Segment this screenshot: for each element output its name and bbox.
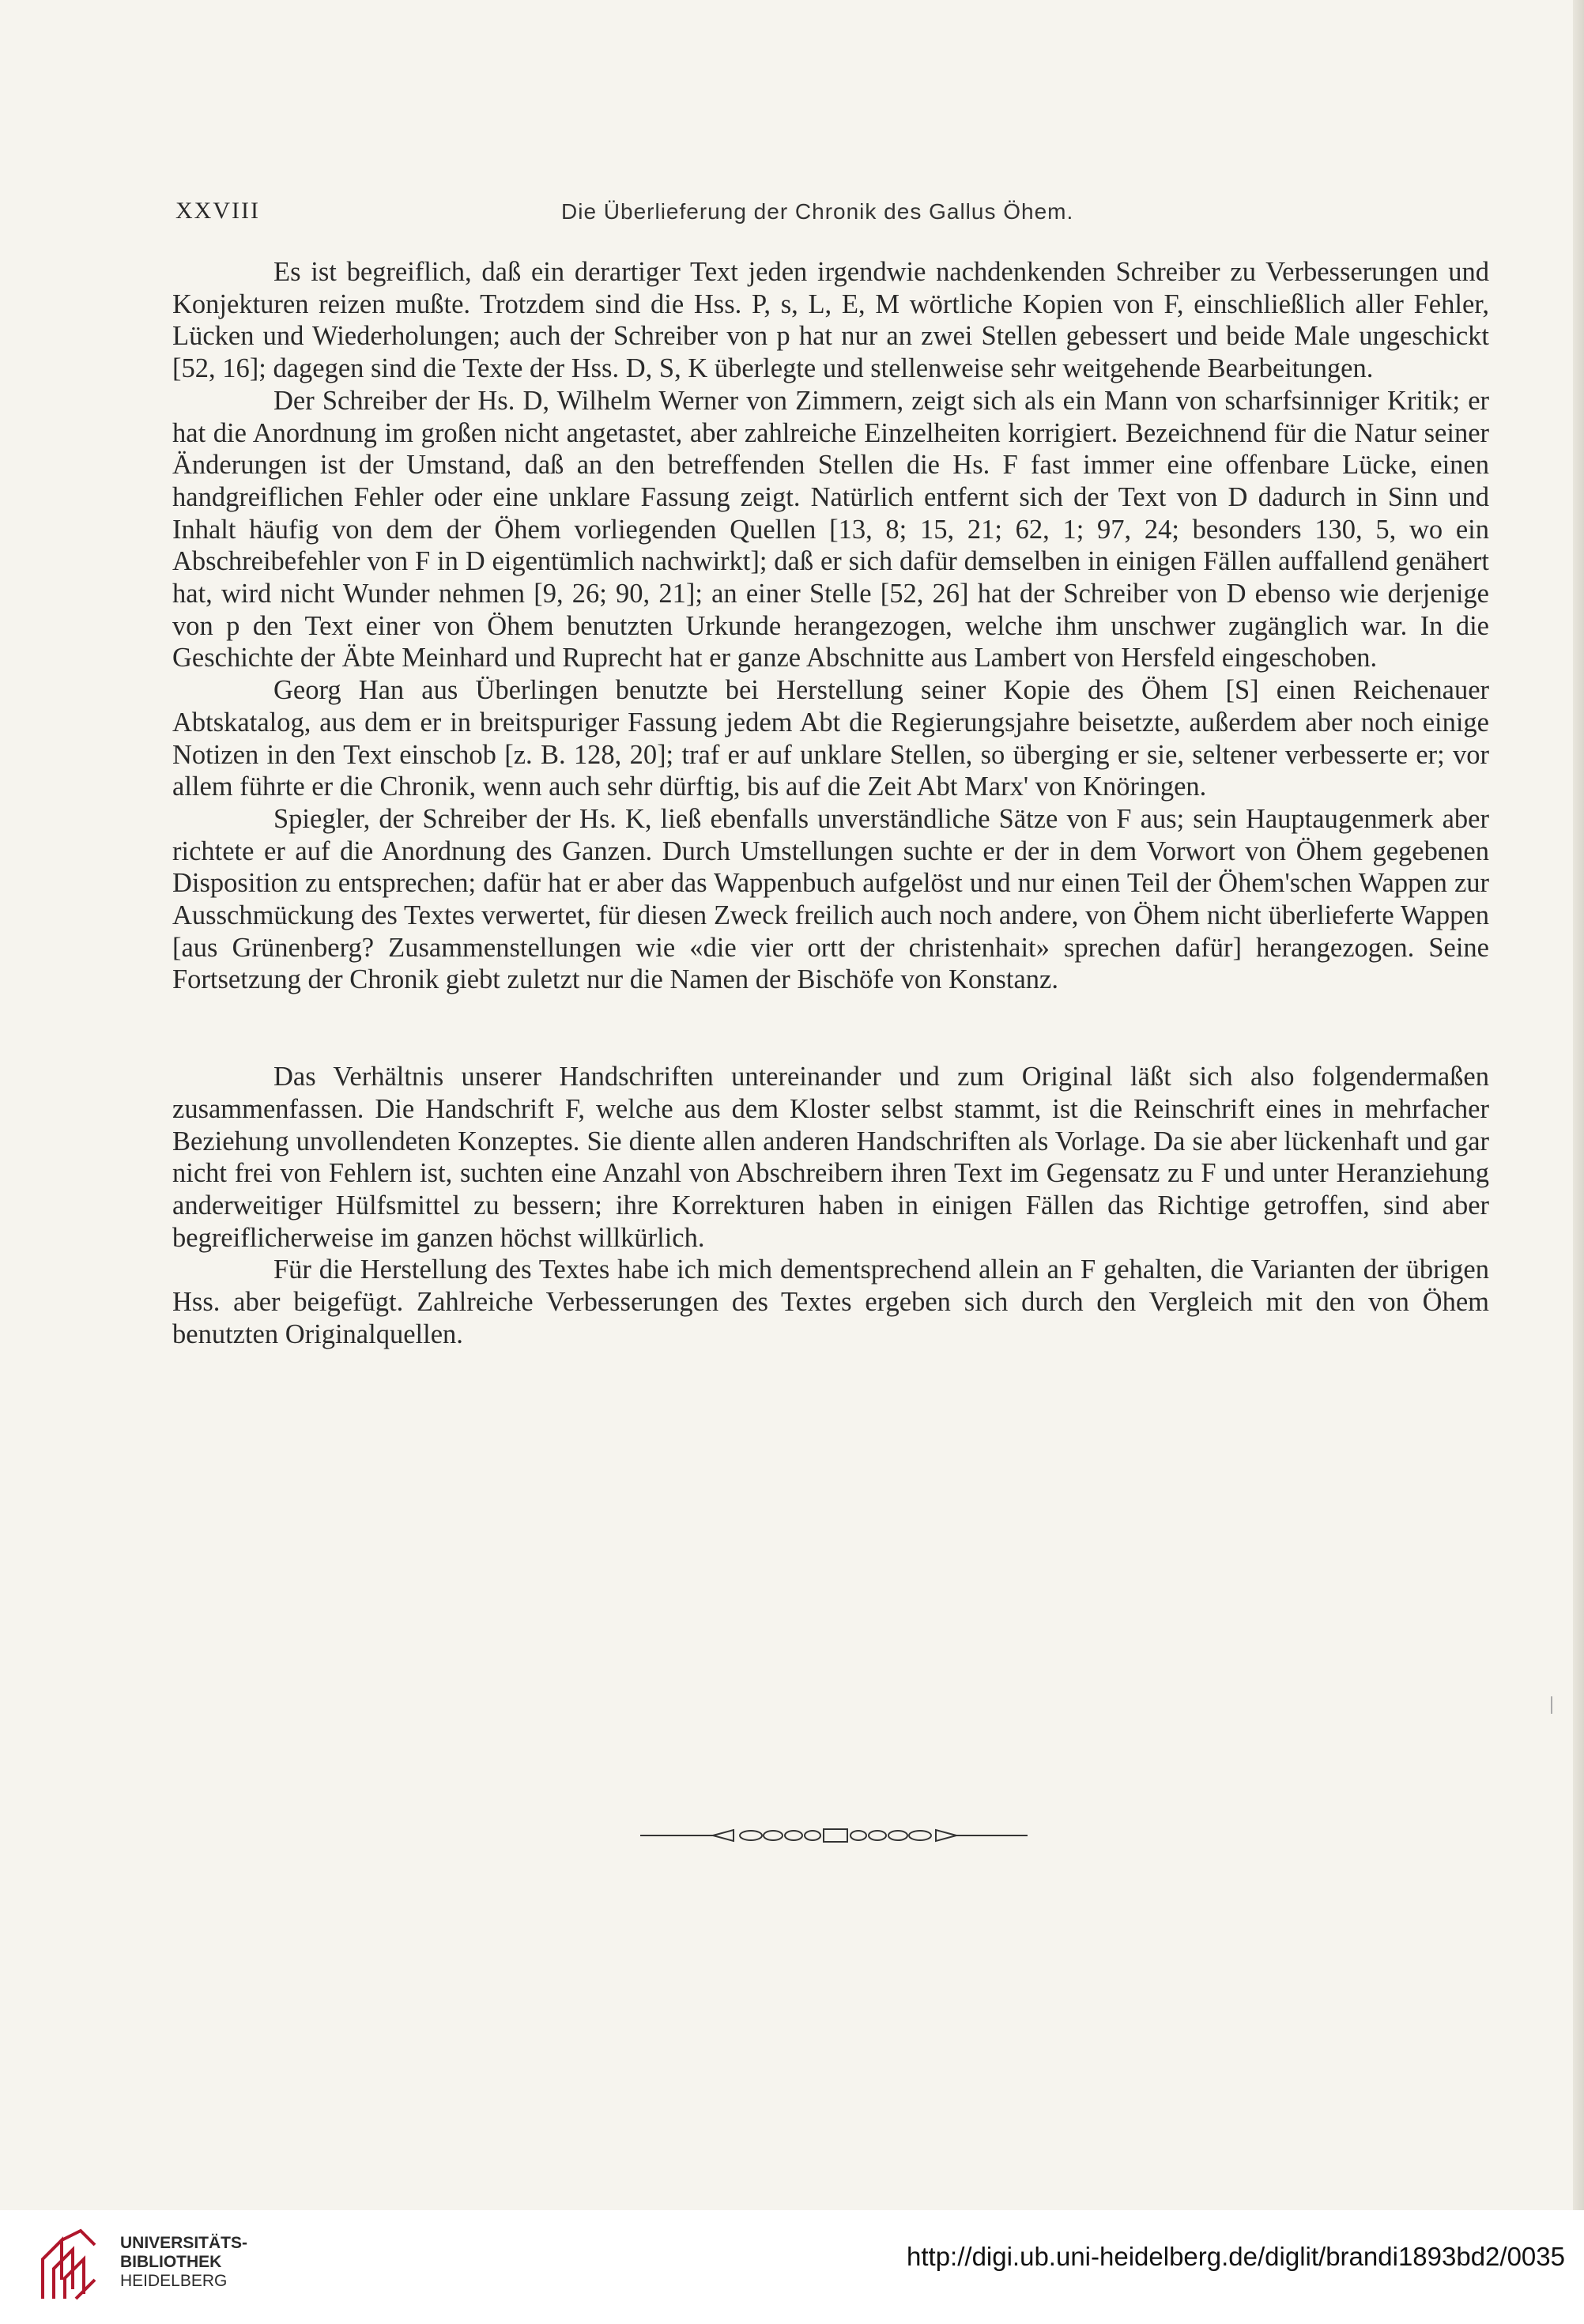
paragraph-6: Für die Herstellung des Textes habe ich mich dementsprechend allein an F gehalten, die Varianten der übrigen Hss. aber beigefügt. Zahlreiche Verbesserungen des Textes ergeben sich durch den Vergleich mit den von Öhem benutzten Originalquellen. [172,1254,1489,1349]
running-title: Die Überlieferung der Chronik des Gallus Öhem. [561,199,1074,224]
margin-mark [1551,1696,1552,1714]
body-text [172,256,1489,1351]
library-line-1: UNIVERSITÄTS- [120,2234,248,2252]
paragraph-4: Spiegler, der Schreiber der Hs. K, ließ ebenfalls unverständliche Sätze von F aus; sein Hauptaugenmerk aber richtete er auf die Anordnung des Ganzen. Durch Umstellungen suchte er der in dem Vorwort von Öhem gegebenen Disposition zu entsprechen; dafür hat er aber das Wappenbuch aufgelöst und nur einen Teil der Öhem'schen Wappen zur Ausschmückung des Textes verwertet, für diesen Zweck freilich auch noch andere, von Öhem nicht überlieferte Wappen [aus Grünenberg? Zusammenstellungen wie «die vier ortt der christenhait» sprechen dafür] herangezogen. Seine Fortsetzung der Chronik giebt zuletzt nur die Namen der Bischöfe von Konstanz. [172,803,1489,995]
paragraph-5: Das Verhältnis unserer Handschriften untereinander und zum Original läßt sich also folgendermaßen zusammenfassen. Die Handschrift F, welche aus dem Kloster selbst stammt, ist die Reinschrift eines in mehrfacher Beziehung unvollendeten Konzeptes. Sie diente allen anderen Handschriften als Vorlage. Da sie aber lückenhaft und gar nicht frei von Fehlern ist, suchten eine Anzahl von Abschreibern ihren Text im Gegensatz zu F und unter Heranziehung anderweitiger Hülfsmittel zu bessern; ihre Korrekturen haben in einigen Fällen das Richtige getroffen, sind aber begreiflicherweise im ganzen höchst willkürlich. [172,1062,1489,1253]
source-url-link[interactable]: http://digi.ub.uni-heidelberg.de/diglit/brandi1893bd2/0035 [907,2242,1565,2271]
library-line-3: HEIDELBERG [120,2272,228,2290]
page-edge [1573,0,1584,2210]
paragraph-2: Der Schreiber der Hs. D, Wilhelm Werner von Zimmern, zeigt sich als ein Mann von scharfsinniger Kritik; er hat die Anordnung im großen nicht angetastet, aber zahlreiche Einzelheiten korrigiert. Bezeichnend für die Natur seiner Änderungen ist der Umstand, daß an den betreffenden Stellen die Hs. F fast immer eine offenbare Lücke, einen handgreiflichen Fehler oder eine unklare Fassung zeigt. Natürlich entfernt sich der Text von D dadurch in Sinn und Inhalt häufig von dem der Öhem vorliegenden Quellen [13, 8; 15, 21; 62, 1; 97, 24; besonders 130, 5, wo ein Abschreibefehler von F in D eigentümlich nachwirkt]; daß er sich dafür demselben in einigen Fällen auffallend genähert hat, wird nicht Wunder nehmen [9, 26; 90, 21]; an einer Stelle [52, 26] hat der Schreiber von D ebenso wie derjenige von p den Text einer von Öhem benutzten Urkunde herangezogen, welche ihm unschwer zugänglich war. In die Geschichte der Äbte Meinhard und Ruprecht hat er ganze Abschnitte aus Lambert von Hersfeld eingeschoben. [172,385,1489,673]
ornament-divider-icon [640,1826,1028,1845]
library-line-2: BIBLIOTHEK [120,2253,222,2271]
running-head [175,198,1488,232]
library-name [120,2234,247,2291]
ub-heidelberg-logo-icon [38,2228,100,2303]
paragraph-1: Es ist begreiflich, daß ein derartiger Text jeden irgendwie nachdenkenden Schreiber zu Verbesserungen und Konjekturen reizen mußte. Trotzdem sind die Hss. P, s, L, E, M wörtliche Kopien von F, einschließlich aller Fehler, Lücken und Wiederholungen; auch der Schreiber von p hat nur an zwei Stellen gebessert und beide Male ungeschickt [52, 16]; dagegen sind die Texte der Hss. D, S, K überlegte und stellenweise sehr weitgehende Bearbeitungen. [172,257,1489,384]
page-number: XXVIII [175,198,260,224]
section-gap [172,996,1489,1061]
paragraph-3: Georg Han aus Überlingen benutzte bei Herstellung seiner Kopie des Öhem [S] einen Reichenauer Abtskatalog, aus dem er in breitspuriger Fassung jedem Abt die Regierungsjahre beisetzte, außerdem aber noch einige Notizen in den Text einschob [z. B. 128, 20]; traf er auf unklare Stellen, so überging er sie, seltener verbesserte er; vor allem führte er die Chronik, wenn auch sehr dürftig, bis auf die Zeit Abt Marx' von Knöringen. [172,675,1489,802]
